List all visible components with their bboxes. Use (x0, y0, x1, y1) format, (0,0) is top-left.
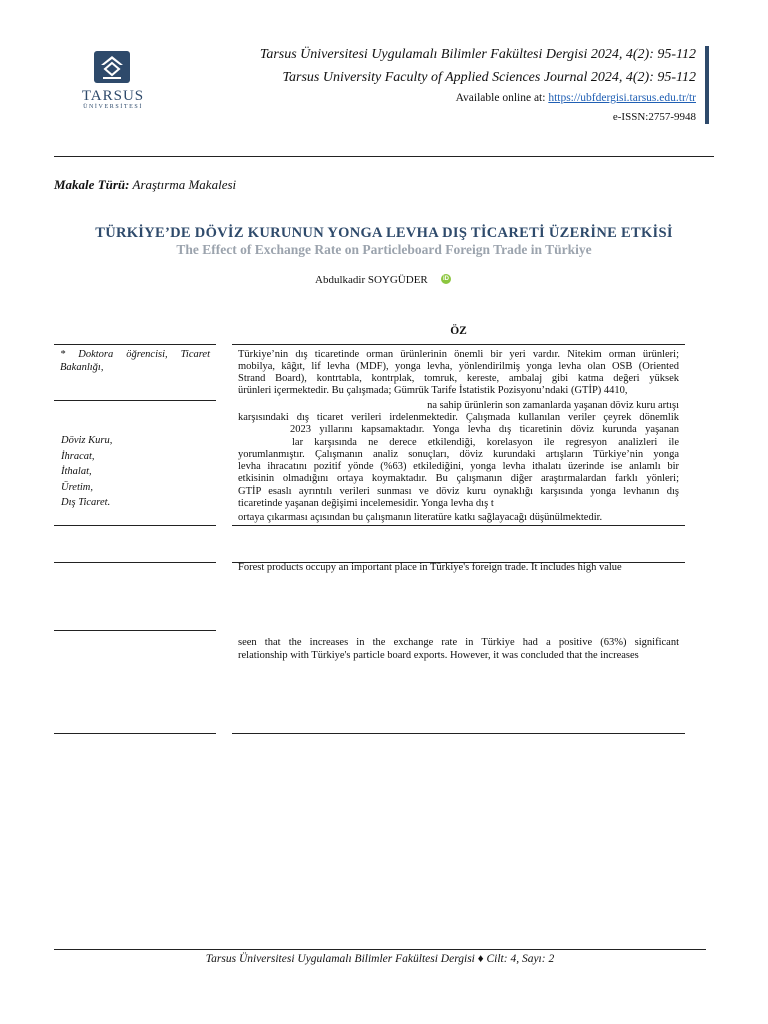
abstract-line: 2023 yıllarını kapsamaktadır. Yonga levha dış ticaretinin döviz kurunda yaşanan (290, 424, 679, 435)
sidebar-rule (54, 525, 216, 526)
issn: e-ISSN:2757-9948 (612, 111, 696, 123)
title-english: The Effect of Exchange Rate on Particleboard Foreign Trade in Türkiye (176, 242, 592, 257)
available-label: Available online at: (455, 92, 549, 104)
university-logo-icon (94, 51, 130, 83)
abstract-line: seen that the increases in the exchange rate in Türkiye had a positive (63%) significant (238, 637, 679, 648)
journal-title-tr: Tarsus Üniversitesi Uygulamalı Bilimler Fakültesi Dergisi 2024, 4(2): 95-112 (259, 47, 696, 62)
sidebar-rule (54, 733, 216, 734)
journal-url-link[interactable]: https://ubfdergisi.tarsus.edu.tr/tr (548, 92, 696, 104)
author-affiliation: * Doktora öğrencisi, Ticaret Bakanlığı, (60, 349, 210, 373)
abstract-line: yorumlanmıştır. Çalışmanın analiz sonuçları, döviz kurundaki artışların Türkiye’nin yonga (238, 449, 679, 460)
keyword: Dış Ticaret. (61, 497, 111, 508)
footer-rule (54, 949, 706, 950)
abstract-line: ürünleri içermektedir. Bu çalışmada; Gümrük Tarife İstatistik Pozisyonu’ndaki (GTİP) 4410, (238, 385, 628, 396)
abstract-line: GTİP esaslı ayrıntılı verileri sunması ve döviz kuru oynaklığı karşısında yonga levhanın dış (238, 486, 679, 497)
abstract-line: mobilya, kâğıt, lif levha (MDF), yonga levha, yönlendirilmiş yonga levha olan OSB (Oriented (238, 361, 679, 372)
available-online (456, 92, 696, 104)
article-type-label: Makale Türü: (54, 177, 130, 192)
page-footer: Tarsus Üniversitesi Uygulamalı Bilimler Fakültesi Dergisi ♦ Cilt: 4, Sayı: 2 (205, 953, 555, 965)
abstract-line: etkisinin olmadığını ortaya koymaktadır. Bu çalışmanın diğer araştırmalardan farklı yönleri; (238, 473, 679, 484)
sidebar-rule (54, 344, 216, 345)
abstract-line: ticaretinde yaşanan değişimi incelemesidir. Yonga levha dış t (238, 498, 494, 509)
abstract-heading: ÖZ (450, 325, 467, 337)
keyword: İhracat, (61, 450, 95, 462)
header-accent-bar (705, 46, 709, 124)
keywords-list (61, 433, 211, 511)
abstract-line: karşısındaki dış ticaret verileri irdelenmektedir. Çalışmada kullanılan veriler çeyrek dönemlik (238, 412, 679, 423)
sidebar-rule (54, 562, 216, 563)
abstract-line: levha ihracatını pozitif yönde (%63) etkilediğini, yonga levha ithalatı üzerinde ise anlamlı bir (238, 461, 679, 472)
keyword: Üretim, (61, 481, 93, 493)
keyword: Döviz Kuru, (61, 435, 113, 446)
article-type (54, 177, 236, 193)
header-rule (54, 156, 714, 157)
abstract-rule (232, 525, 685, 526)
abstract-line: Forest products occupy an important place in Türkiye's foreign trade. It includes high value (238, 562, 622, 573)
author-name: Abdulkadir SOYGÜDER (315, 274, 428, 286)
logo-wordmark: TARSUS (81, 88, 145, 104)
abstract-rule (232, 344, 685, 345)
journal-title-en: Tarsus University Faculty of Applied Sciences Journal 2024, 4(2): 95-112 (282, 70, 696, 85)
keyword: İthalat, (61, 466, 92, 477)
sidebar-rule (54, 400, 216, 401)
title-turkish: TÜRKİYE’DE DÖVİZ KURUNUN YONGA LEVHA DIŞ TİCARETİ ÜZERİNE ETKİSİ (95, 225, 673, 241)
abstract-line: relationship with Türkiye's particle board exports. However, it was concluded that the increases (238, 650, 639, 661)
abstract-line: lar karşısında ne derece etkilendiği, korelasyon ile regresyon analizleri ile (292, 437, 679, 448)
article-type-value: Araştırma Makalesi (129, 177, 237, 192)
abstract-line: Türkiye’nin dış ticaretinde orman ürünlerinin önemli bir yeri vardır. Nitekim orman ürünleri; (238, 349, 679, 360)
logo-subtitle: ÜNİVERSİTESİ (83, 104, 143, 110)
orcid-icon[interactable]: iD (443, 276, 449, 282)
sidebar-rule (54, 630, 216, 631)
abstract-line: Strand Board), kontrtabla, kontrplak, tomruk, kereste, ambalaj gibi katma değeri yüksek (238, 373, 679, 384)
abstract-line: na sahip ürünlerin son zamanlarda yaşanan döviz kuru artışı (427, 400, 679, 411)
abstract-line: ortaya çıkarması açısından bu çalışmanın literatüre katkı sağlayacağı düşünülmektedir. (238, 512, 603, 523)
abstract-rule (232, 733, 685, 734)
